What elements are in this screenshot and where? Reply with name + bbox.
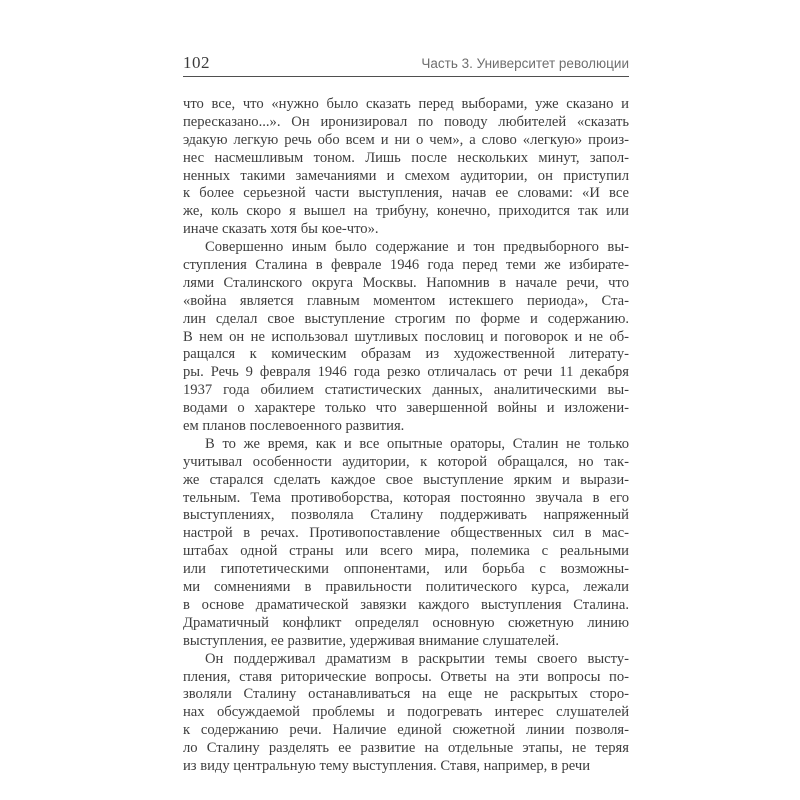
page-body [183,96,629,776]
text-line: лин сделал свое выступление строгим по форме и содержанию. [183,310,629,327]
text-line: к содержанию речи. Наличие единой сюжетной линии позволя- [183,722,629,739]
text-line: выступления, ее развитие, удерживая внимание слушателей. [183,632,560,649]
text-line: или гипотетическими оппонентами, или борьба с возможны- [183,561,629,578]
text-line: ры. Речь 9 февраля 1946 года резко отличалась от речи 11 декабря [183,364,629,381]
text-line: В то же время, как и все опытные ораторы, Сталин не только [205,435,629,452]
text-line: Совершенно иным было содержание и тон предвыборного вы- [205,239,629,256]
paragraph [183,239,629,436]
running-chapter-title: Часть 3. Университет революции [421,56,629,71]
paragraph [183,436,629,651]
text-line: В нем он не использовал шутливых пословиц и поговорок и не об- [183,328,629,345]
text-line: выступлениях, позволяла Сталину поддерживать напряженный [183,507,629,524]
text-line: 1937 года обилием статистических данных, аналитическими вы- [183,382,629,399]
text-line: настрой в речах. Противопоставление общественных сил в мас- [183,525,629,542]
page-number: 102 [183,53,210,72]
text-line: же, коль скоро я вышел на трибуну, конечно, приходится так или [183,203,629,220]
text-line: эдакую легкую речь обо всем и ни о чем», а слово «легкую» произ- [183,131,629,148]
text-line: ненных такими замечаниями и смехом аудитории, он приступил [183,167,629,184]
text-line: зволяли Сталину останавливаться на еще не раскрытых сторо- [183,686,629,703]
text-line: пересказано...». Он иронизировал по поводу любителей «сказать [183,113,629,130]
text-line: пления, ставя риторические вопросы. Ответы на эти вопросы по- [183,668,629,685]
text-line: тельным. Тема противоборства, которая постоянно звучала в его [183,489,629,506]
text-line: «война является главным моментом истекшего периода», Ста- [183,292,629,309]
text-line: водами о характере только что завершенной войны и изложени- [183,400,629,417]
text-line: ем планов послевоенного развития. [183,418,405,435]
text-line: ращался к комическим образам из художественной литерату- [183,346,629,363]
text-line: в основе драматической завязки каждого выступления Сталина. [183,596,629,613]
text-line: Он поддерживал драматизм в раскрытии темы своего высту- [205,650,629,667]
text-line: лями Сталинского округа Москвы. Напомнив в начале речи, что [183,274,629,291]
text-line: учитывал особенности аудитории, к которой обращался, но так- [183,453,629,470]
paragraph [183,651,629,776]
text-line: из виду центральную тему выступления. Ставя, например, в речи [183,757,591,774]
book-page [183,54,629,776]
text-line: ми сомнениями в правильности политического курса, лежали [183,579,629,596]
text-line: ступления Сталина в феврале 1946 года перед теми же избирате- [183,257,629,274]
text-line: ло Сталину разделять ее развитие на отдельные этапы, не теряя [183,740,629,757]
text-line: что все, что «нужно было сказать перед выборами, уже сказано и [183,96,629,112]
text-line: нес насмешливым тоном. Лишь после нескольких минут, запол- [183,149,629,166]
text-line: же старался сделать каждое свое выступление ярким и вырази- [183,471,629,488]
text-line: к более серьезной части выступления, начав ее словами: «И все [183,185,629,202]
paragraph [183,96,629,239]
text-line: Драматичный конфликт определял основную сюжетную линию [183,614,629,631]
text-line: штабах одной страны или всего мира, полемика с реальными [183,543,629,560]
text-line: иначе сказать хотя бы кое-что». [183,221,379,238]
page-header [183,54,629,77]
text-line: нах обсуждаемой проблемы и подогревать интерес слушателей [183,704,629,721]
